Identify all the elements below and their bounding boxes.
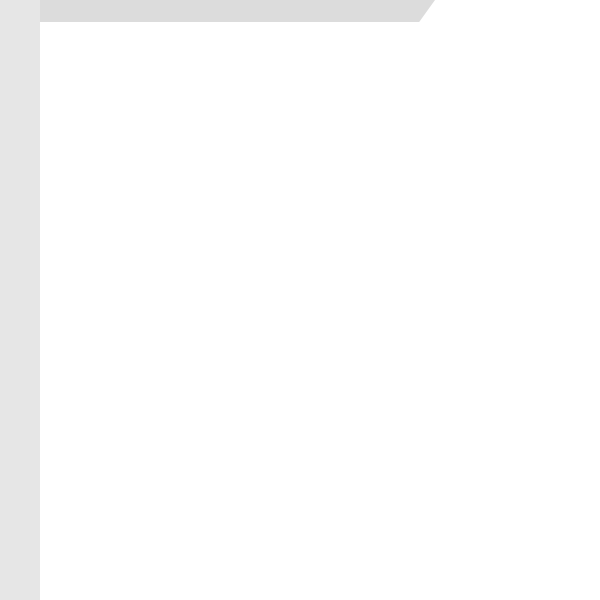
planner-left-edge bbox=[0, 0, 40, 600]
spiral-binding bbox=[40, 270, 560, 330]
week-page-top bbox=[40, 22, 560, 292]
month-tabs bbox=[40, 574, 560, 600]
week-page-bottom bbox=[40, 330, 560, 600]
planner-top-band bbox=[40, 0, 435, 22]
